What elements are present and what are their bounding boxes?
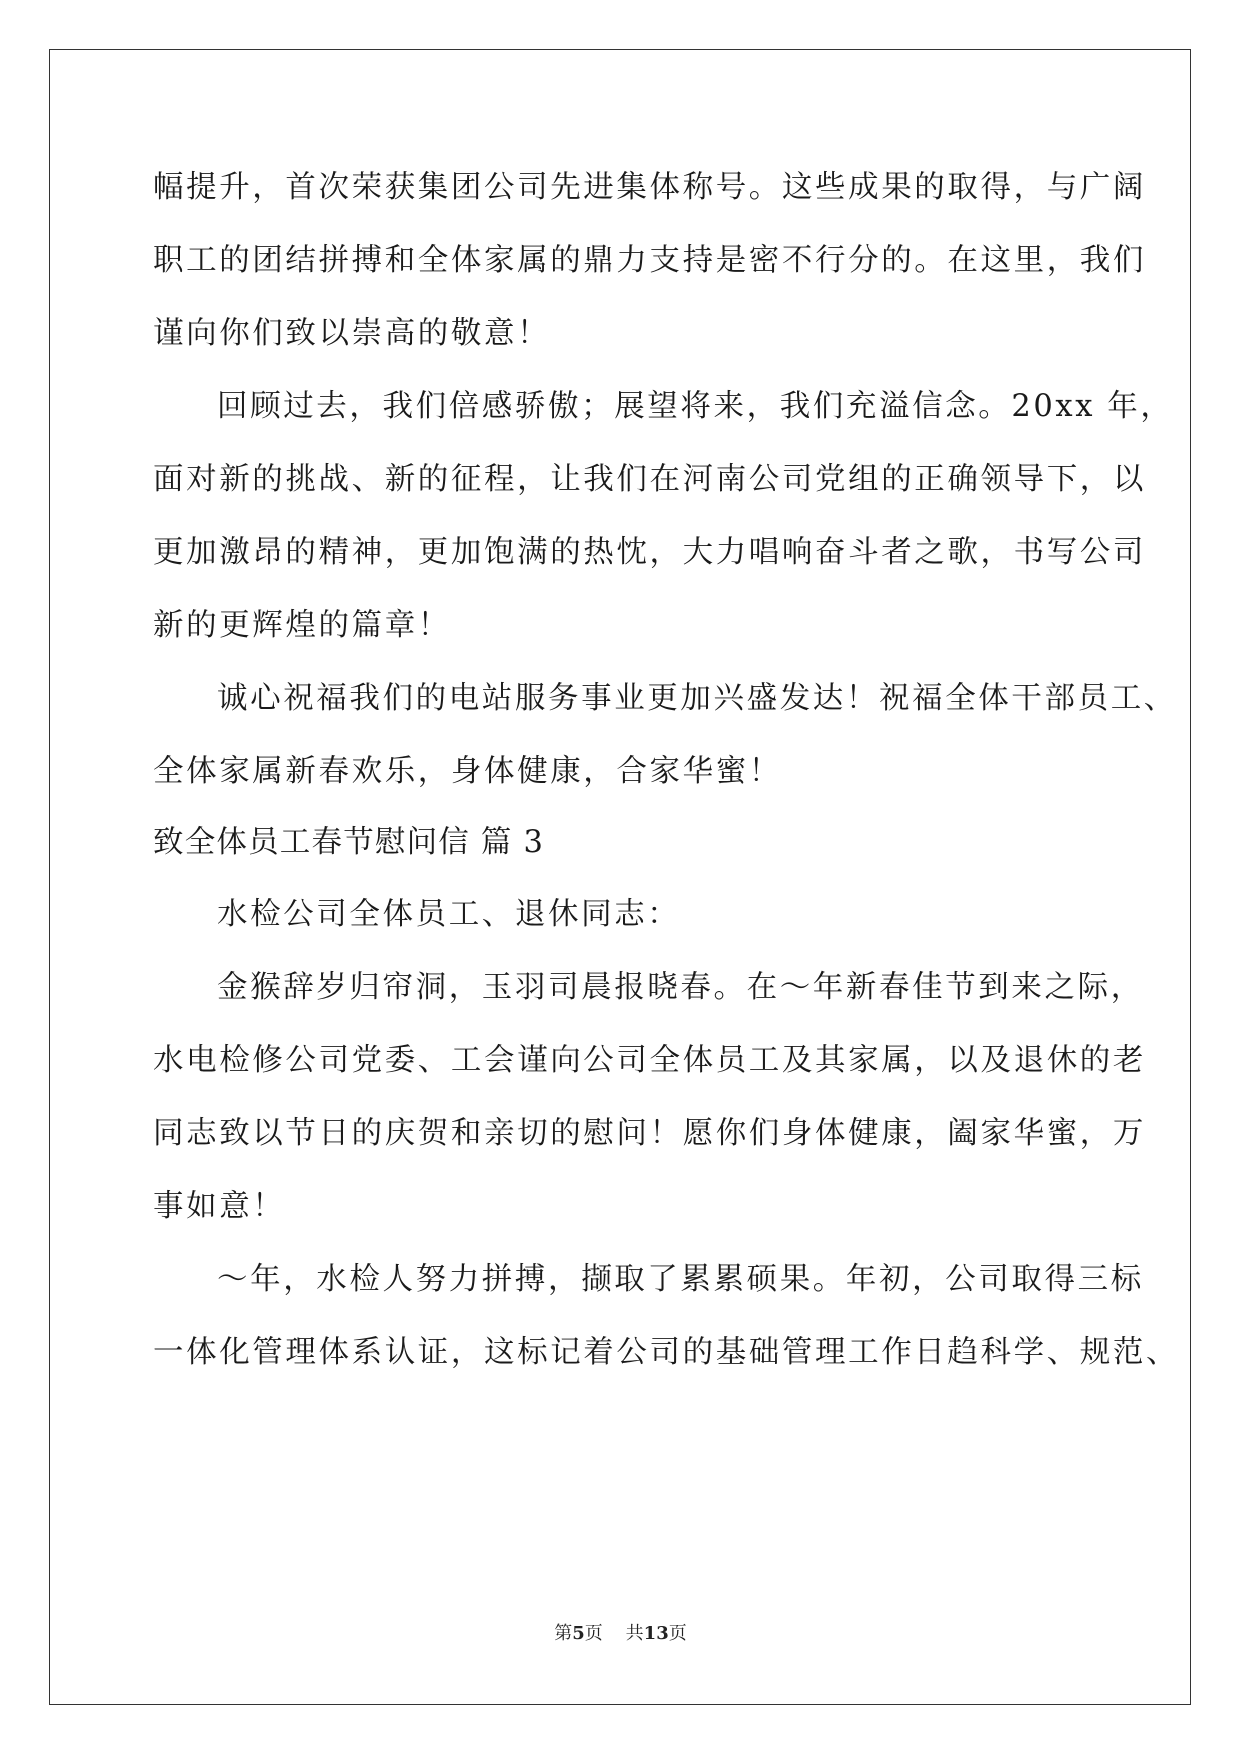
total-suffix: 页 <box>668 1623 687 1644</box>
salutation: 水检公司全体员工、退休同志： <box>217 897 681 932</box>
paragraph-line: 全体家属新春欢乐，身体健康，合家华蜜！ <box>153 754 782 789</box>
paragraph-line: 同志致以节日的庆贺和亲切的慰问！愿你们身体健康，阖家华蜜，万 <box>153 1116 1146 1151</box>
paragraph-line: 面对新的挑战、新的征程，让我们在河南公司党组的正确领导下，以 <box>153 462 1146 497</box>
paragraph-line: 诚心祝福我们的电站服务事业更加兴盛发达！祝福全体干部员工、 <box>217 681 1177 716</box>
page-suffix: 页 <box>584 1623 603 1644</box>
paragraph-line: ～年，水检人努力拼搏，撷取了累累硕果。年初，公司取得三标 <box>217 1262 1144 1297</box>
total-pages: 13 <box>643 1623 669 1644</box>
paragraph-line: 更加激昂的精神，更加饱满的热忱，大力唱响奋斗者之歌，书写公司 <box>153 535 1146 570</box>
paragraph-line: 一体化管理体系认证，这标记着公司的基础管理工作日趋科学、规范、 <box>153 1335 1180 1370</box>
page-border <box>49 49 1191 1705</box>
page-footer <box>0 1622 1241 1646</box>
section-heading: 致全体员工春节慰问信 篇 3 <box>153 825 545 860</box>
paragraph-line: 事如意！ <box>153 1189 286 1224</box>
paragraph-line: 幅提升，首次荣获集团公司先进集体称号。这些成果的取得，与广阔 <box>153 170 1146 205</box>
paragraph-line: 新的更辉煌的篇章！ <box>153 608 451 643</box>
paragraph-line: 水电检修公司党委、工会谨向公司全体员工及其家属，以及退休的老 <box>153 1043 1146 1078</box>
paragraph-line: 谨向你们致以崇高的敬意！ <box>153 316 551 351</box>
page-number: 5 <box>572 1623 585 1644</box>
paragraph-line: 金猴辞岁归帘洞，玉羽司晨报晓春。在～年新春佳节到来之际， <box>217 970 1144 1005</box>
paragraph-line: 职工的团结拼搏和全体家属的鼎力支持是密不行分的。在这里，我们 <box>153 243 1146 278</box>
page-prefix: 第 <box>554 1623 573 1644</box>
paragraph-line: 回顾过去，我们倍感骄傲；展望将来，我们充溢信念。20xx 年， <box>217 389 1174 424</box>
total-prefix: 共 <box>625 1623 644 1644</box>
